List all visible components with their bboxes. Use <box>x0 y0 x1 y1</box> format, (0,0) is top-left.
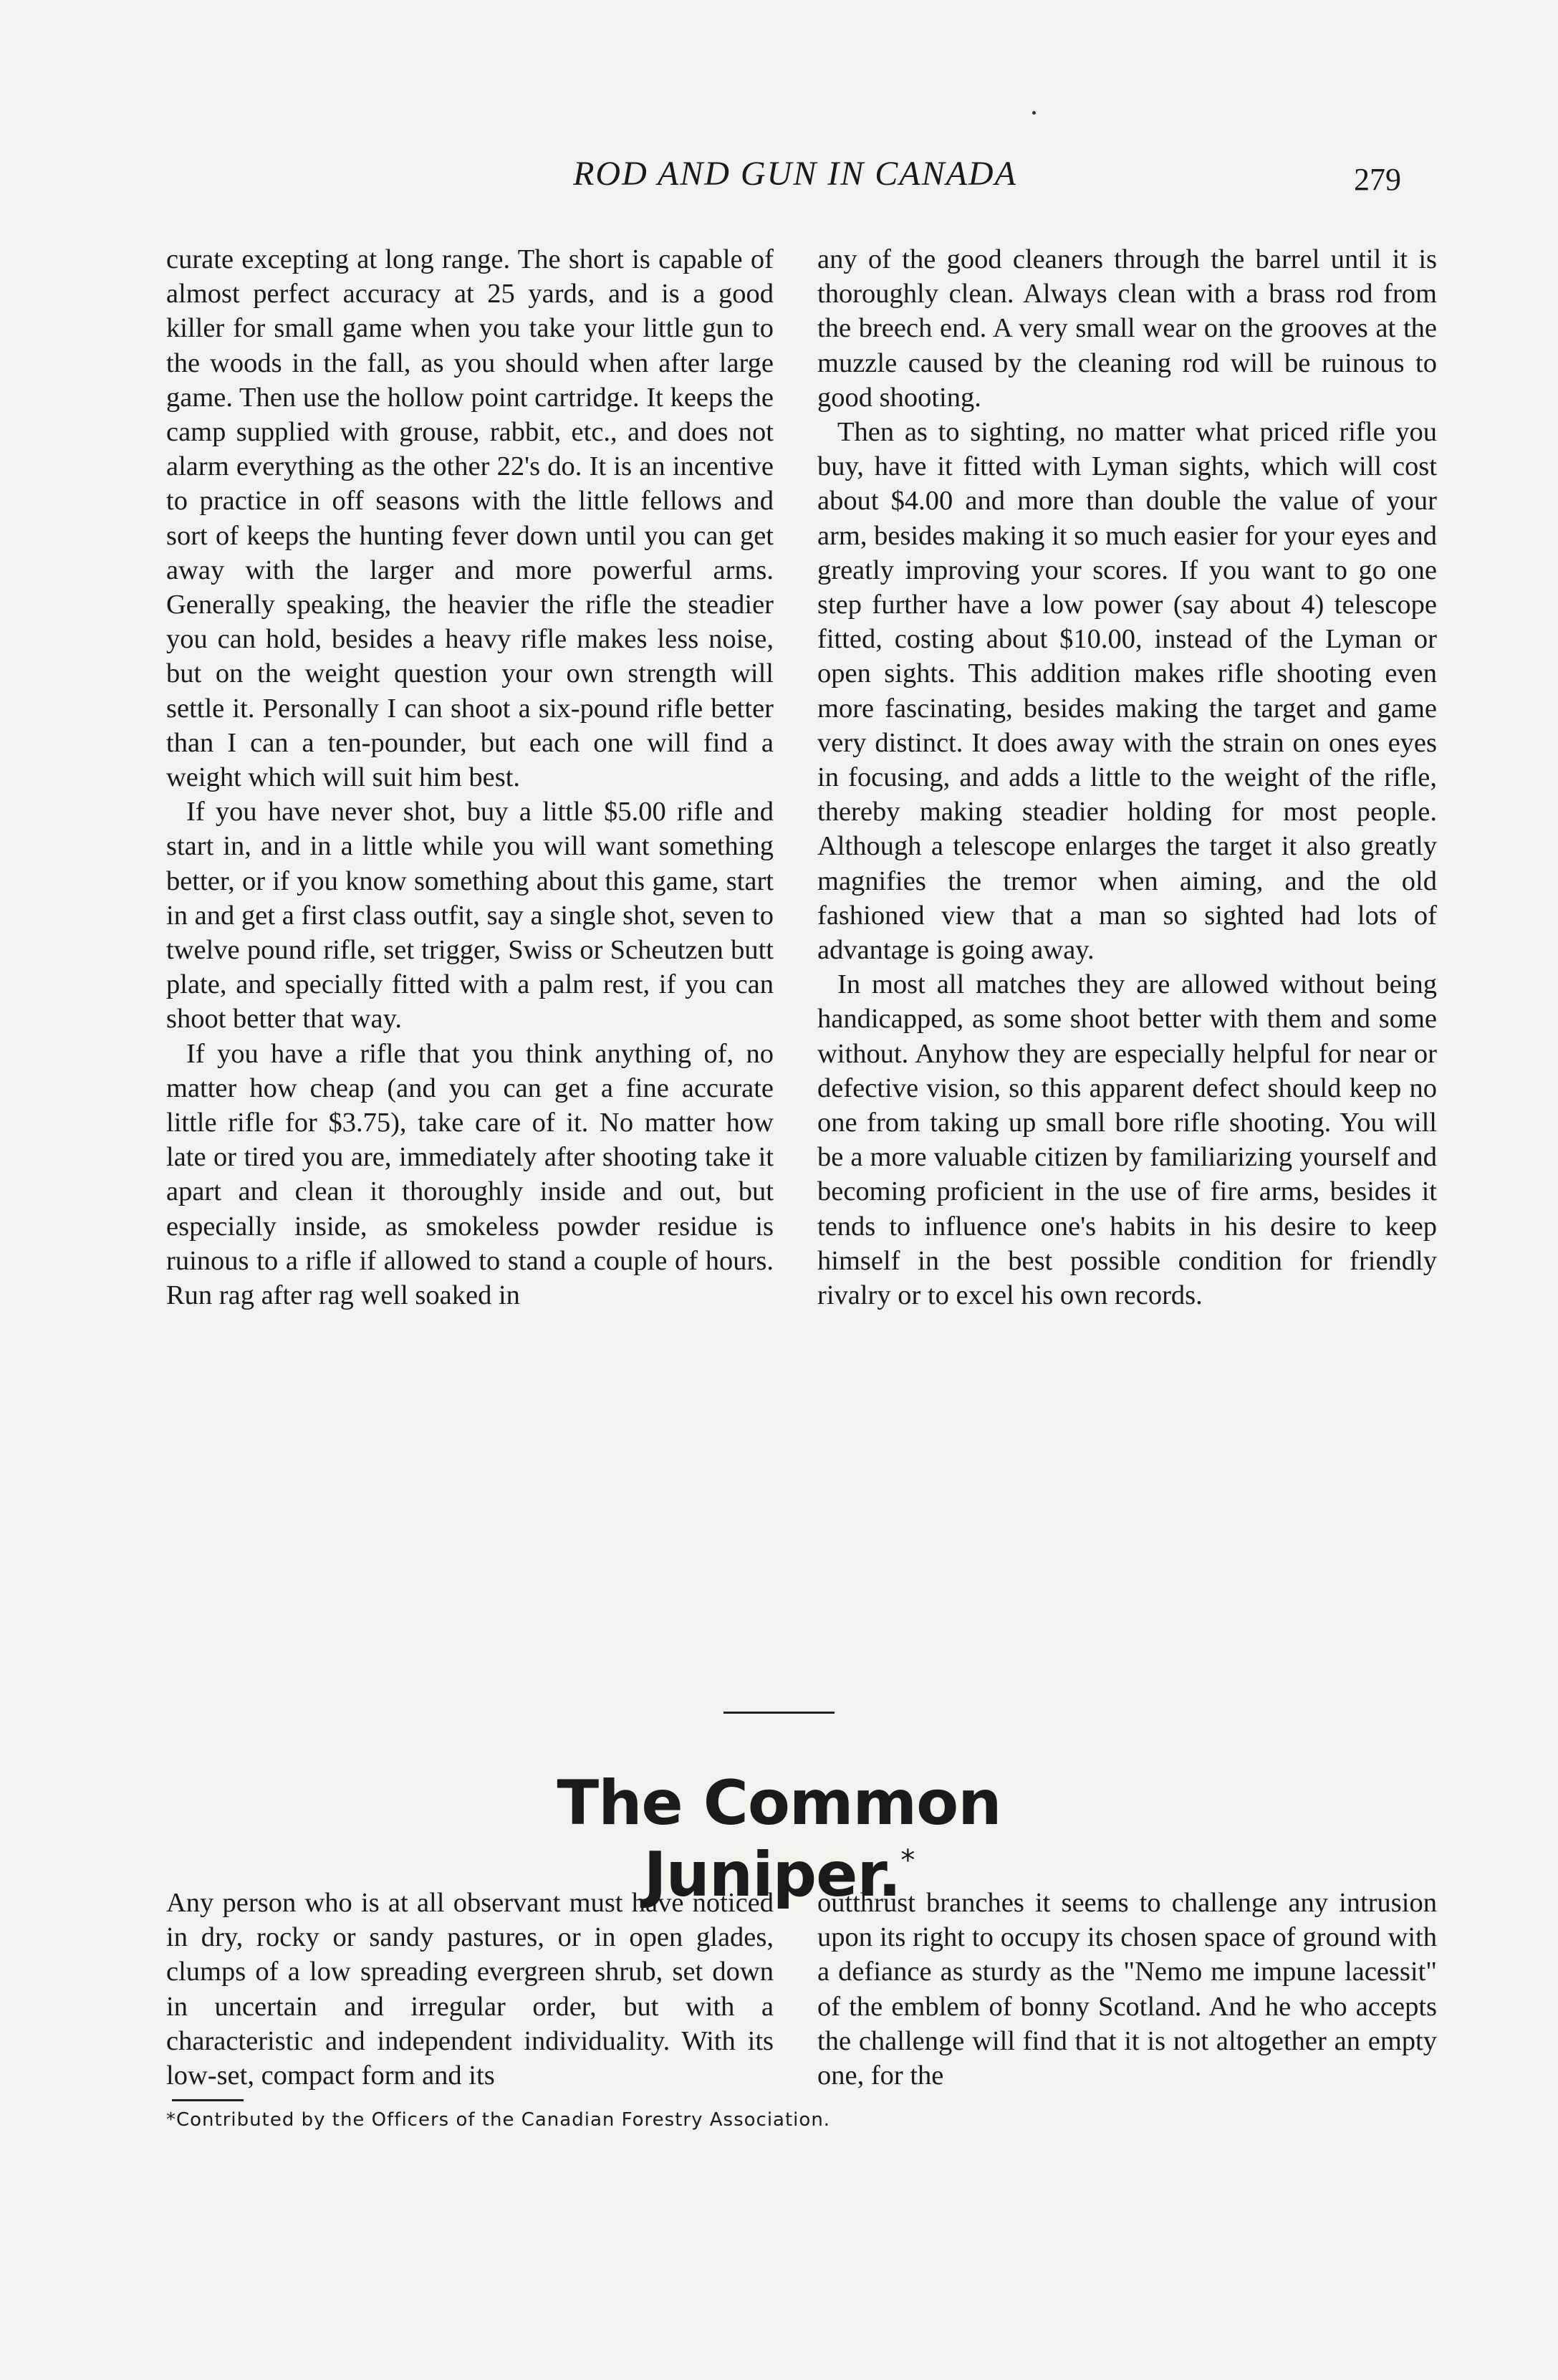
footnote-marker: * <box>900 1844 915 1877</box>
running-title: ROD AND GUN IN CANADA <box>573 155 1017 193</box>
paragraph: If you have never shot, buy a little $5.00 rifle and start in, and in a little while you will want something better, or if you know something about this game, start in and get a first class outfit, say a single shot, seven to twelve pound rifle, set trigger, Swiss or Scheutzen butt plate, and specially fitted with a palm rest, if you can shoot better that way. <box>166 797 774 1035</box>
article2-right-column <box>817 1886 1437 2093</box>
article1-left-column <box>166 242 774 1313</box>
paragraph: any of the good cleaners through the barrel until it is thoroughly clean. Always clean with a brass rod from the breech end. A very small wear on the grooves at the muzzle caused by the cleaning rod will be ruinous to good shooting. <box>817 244 1437 413</box>
page-number: 279 <box>1354 162 1401 197</box>
paragraph: Then as to sighting, no matter what priced rifle you buy, have it fitted with Lyman sights, which will cost about $4.00 and more than double the value of your arm, besides making it so much easier for your eyes and greatly improving your scores. If you want to go one step further have a low power (say about 4) telescope fitted, costing about $10.00, instead of the Lyman or open sights. This addition makes rifle shooting even more fascinating, besides making the target and game very distinct. It does away with the strain on ones eyes in focusing, and adds a little to the weight of the rifle, thereby making steadier holding for most people. Although a telescope enlarges the target it also greatly magnifies the tremor when aiming, and the old fashioned view that a man so sighted had lots of advantage is going away. <box>817 417 1437 966</box>
paragraph: In most all matches they are allowed without being handicapped, as some shoot better with them and some without. Anyhow they are especially helpful for near or defective vision, so this apparent defect should keep no one from taking up small bore rifle shooting. You will be a more valuable citizen by familiarizing yourself and becoming proficient in the use of fire arms, besides it tends to influence one's habits in his desire to keep himself in the best possible condition for friendly rivalry or to excel his own records. <box>817 969 1437 1311</box>
paragraph: curate excepting at long range. The short is capable of almost perfect accuracy at 25 yards, and is a good killer for small game when you take your little gun to the woods in the fall, as you should when after large game. Then use the hollow point cartridge. It keeps the camp supplied with grouse, rabbit, etc., and does not alarm everything as the other 22's do. It is an incentive to practice in off seasons with the little fellows and sort of keeps the hunting fever down until you can get away with the larger and more powerful arms. Generally speaking, the heavier the rifle the steadier you can hold, besides a heavy rifle makes less noise, but on the weight question your own strength will settle it. Personally I can shoot a six-pound rifle better than I can a ten-pounder, but each one will find a weight which will suit him best. <box>166 244 774 793</box>
paragraph: Any person who is at all observant must have noticed in dry, rocky or sandy pastures, or in open glades, clumps of a low spreading evergreen shrub, set down in uncertain and irregular order, but with a characteristic and independent individuality. With its low-set, compact form and its <box>166 1888 774 2091</box>
footnote: *Contributed by the Officers of the Canadian Forestry Association. <box>166 2109 831 2131</box>
article-title-text: The Common Juniper. <box>557 1767 1001 1911</box>
article1-right-column <box>817 242 1437 1313</box>
paragraph: outthrust branches it seems to challenge any intrusion upon its right to occupy its chosen space of ground with a defiance as sturdy as the "Nemo me impune lacessit" of the emblem of bonny Scotland. And he who accepts the challenge will find that it is not altogether an empty one, for the <box>817 1888 1437 2091</box>
paragraph: If you have a rifle that you think anything of, no matter how cheap (and you can get a fine accurate little rifle for $3.75), take care of it. No matter how late or tired you are, immediately after shooting take it apart and clean it thoroughly inside and out, but especially inside, as smokeless powder residue is ruinous to a rifle if allowed to stand a couple of hours. Run rag after rag well soaked in <box>166 1038 774 1311</box>
section-divider <box>723 1712 835 1714</box>
page-speck <box>1032 111 1036 115</box>
footnote-rule <box>172 2099 244 2101</box>
article2-left-column <box>166 1886 774 2093</box>
